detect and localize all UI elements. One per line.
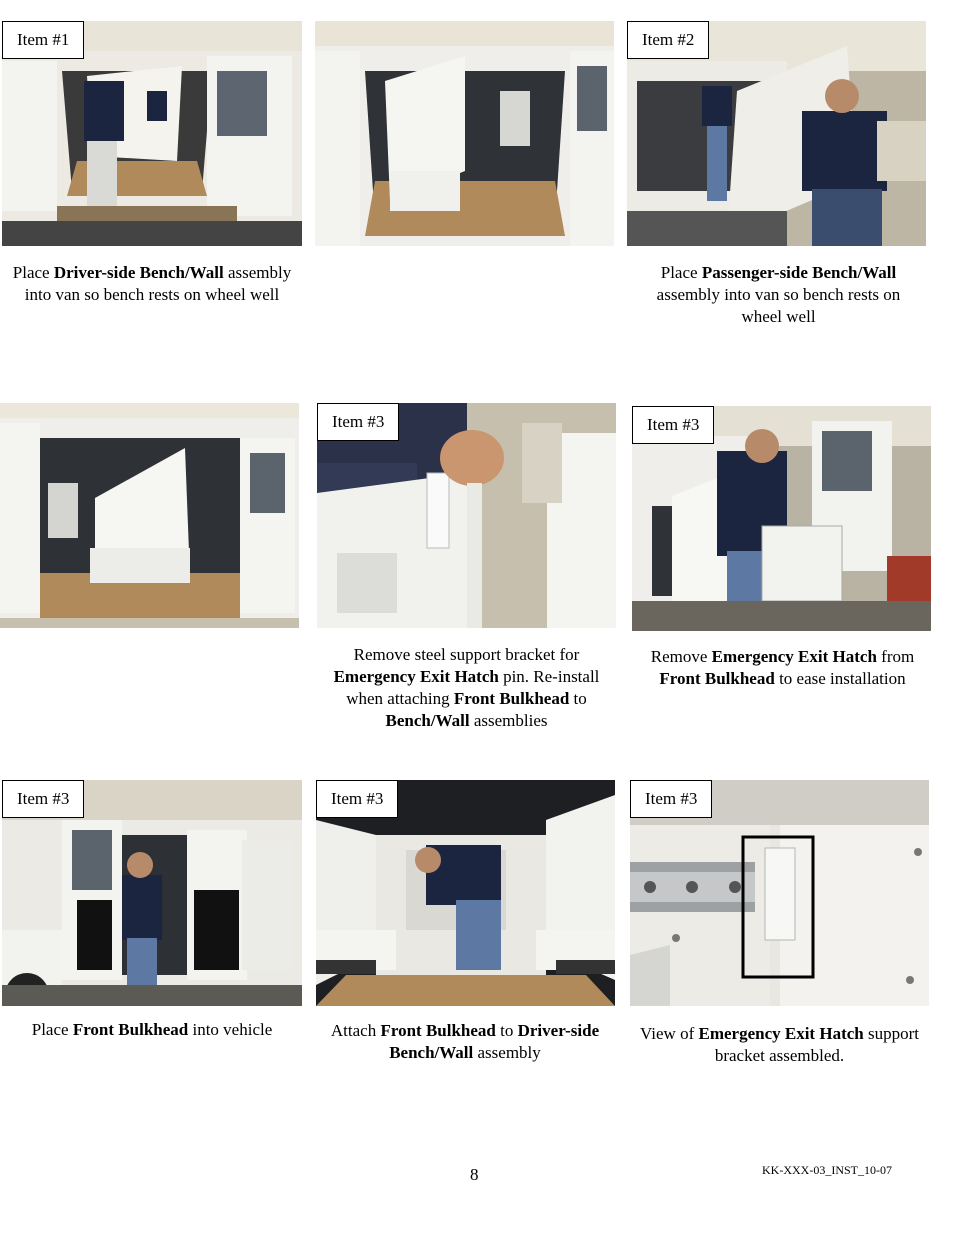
caption-exit-hatch [642,646,923,690]
caption-run: support bracket assembled. [714,1024,919,1065]
caption-run: to ease installation [774,669,906,688]
item-tag-1: Item #1 [2,21,84,59]
caption-run: View of [640,1024,699,1043]
caption-run: assembly into van so bench rests on wheel well [656,285,901,326]
caption-run: assemblies [469,711,548,730]
photo-driver-bench-installed [315,21,614,246]
photo-both-benches-installed [0,403,299,628]
caption-attach-front-bulkhead [330,1020,600,1064]
item-tag-3d: Item #3 [316,780,398,818]
caption-run: Front Bulkhead [380,1021,496,1040]
caption-place-front-bulkhead [22,1019,282,1041]
caption-run: assembly [473,1043,541,1062]
caption-run: Place [12,263,54,282]
caption-run: Bench/Wall [385,711,470,730]
caption-run: Place [31,1020,73,1039]
caption-run: Remove steel support bracket for [353,645,580,664]
caption-run: Place [660,263,702,282]
caption-run: Front Bulkhead [453,689,570,708]
caption-run: Remove [650,647,712,666]
caption-driver-bench [12,262,292,306]
caption-run: Emergency Exit Hatch [698,1024,864,1043]
caption-run: Front Bulkhead [659,669,775,688]
caption-run: Passenger-side Bench/Wall [701,263,897,282]
caption-run: assembly into van so bench rests on wheel well [24,263,292,304]
item-tag-3b: Item #3 [632,406,714,444]
caption-run: Front Bulkhead [72,1020,189,1039]
item-tag-3c: Item #3 [2,780,84,818]
caption-run: Driver-side Bench/Wall [389,1021,600,1062]
caption-passenger-bench [637,262,920,328]
caption-run: into vehicle [188,1020,273,1039]
page-number: 8 [470,1165,479,1184]
caption-steel-bracket [317,644,616,732]
caption-run: to [495,1021,518,1040]
document-code: KK-XXX-03_INST_10-07 [762,1163,892,1177]
caption-run: from [876,647,915,666]
caption-run: Driver-side Bench/Wall [53,263,224,282]
item-tag-2: Item #2 [627,21,709,59]
caption-run: to [569,689,587,708]
caption-run: pin. Re-install when attaching [346,667,600,708]
caption-exit-hatch-view [640,1023,919,1067]
caption-run: Emergency Exit Hatch [333,667,499,686]
item-tag-3a: Item #3 [317,403,399,441]
caption-run: Attach [330,1021,381,1040]
caption-run: Emergency Exit Hatch [711,647,877,666]
item-tag-3e: Item #3 [630,780,712,818]
